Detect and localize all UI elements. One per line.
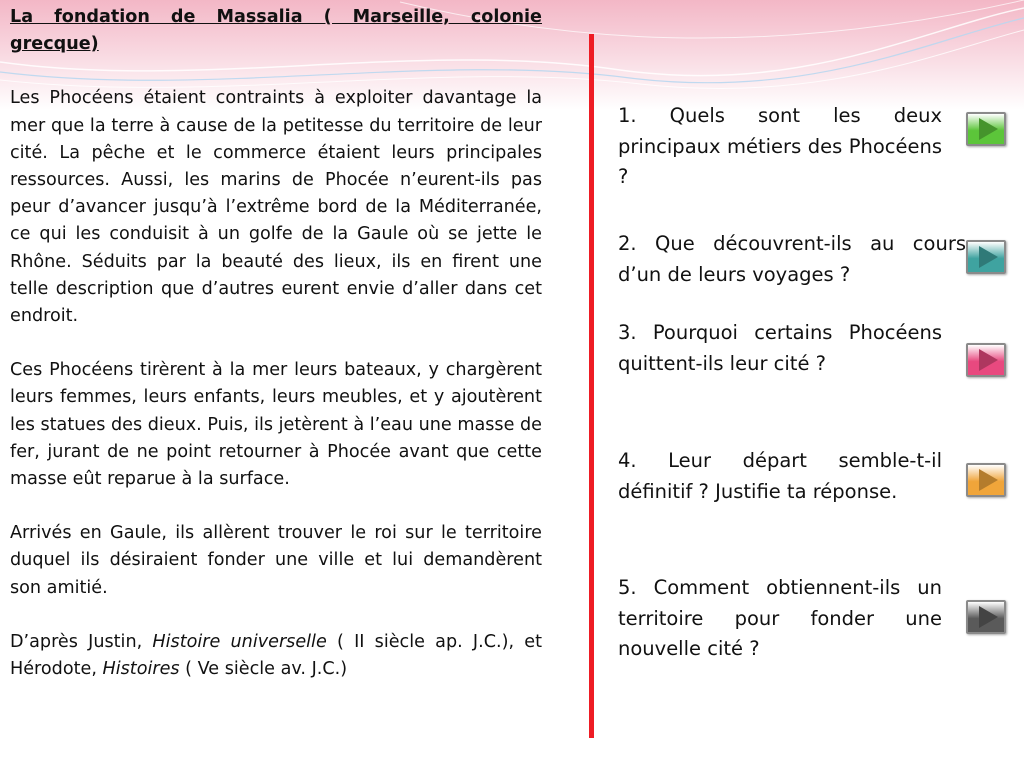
play-icon	[979, 118, 998, 140]
question-3: 3. Pourquoi certains Phocéens quittent-ils leur cité ?	[618, 321, 942, 375]
source-prefix: D’après Justin,	[10, 631, 153, 652]
play-button-5[interactable]	[966, 600, 1006, 634]
play-button-4[interactable]	[966, 463, 1006, 497]
source-work-1: Histoire universelle	[152, 631, 327, 652]
paragraph-3: Arrivés en Gaule, ils allèrent trouver le roi sur le territoire duquel ils désiraient fonder une ville et lui demandèrent son amitié.	[10, 523, 542, 598]
page-title: La fondation de Massalia ( Marseille, colonie grecque)	[10, 7, 542, 55]
play-icon	[979, 246, 998, 268]
text-column	[10, 4, 542, 683]
play-icon	[979, 606, 998, 628]
question-2: 2. Que découvrent-ils au cours d’un de leurs voyages ?	[618, 232, 966, 286]
source-middle: ( II siècle ap. J.C.), et Hérodote,	[10, 631, 542, 680]
paragraph-1: Les Phocéens étaient contraints à exploiter davantage la mer que la terre à cause de la petitesse du territoire de leur cité. La pêche et le commerce étaient leurs principales ressources. Aussi, les marins de Phocée n’eurent-ils pas peur d’avancer jusqu’à l’extrême bord de la Méditerranée, ce qui les conduisit à un golfe de la Gaule où se jette le Rhône. Séduits par la beauté des lieux, ils en firent une telle description que d’autres eurent envie d’aller dans cet endroit.	[10, 88, 542, 327]
question-5: 5. Comment obtiennent-ils un territoire pour fonder une nouvelle cité ?	[618, 576, 942, 660]
source-suffix: ( Ve siècle av. J.C.)	[179, 659, 348, 680]
source-citation	[10, 629, 542, 683]
play-button-2[interactable]	[966, 240, 1006, 274]
question-4: 4. Leur départ semble-t-il définitif ? Justifie ta réponse.	[618, 449, 942, 503]
paragraph-2: Ces Phocéens tirèrent à la mer leurs bateaux, y chargèrent leurs femmes, leurs enfants, leurs meubles, et y ajoutèrent les statues des dieux. Puis, ils jetèrent à l’eau une masse de fer, jurant de ne point retourner à Phocée avant que cette masse eût reparue à la surface.	[10, 360, 542, 490]
red-divider	[589, 34, 594, 738]
play-button-3[interactable]	[966, 343, 1006, 377]
source-work-2: Histoires	[102, 659, 180, 680]
play-button-1[interactable]	[966, 112, 1006, 146]
play-icon	[979, 349, 998, 371]
question-1: 1. Quels sont les deux principaux métiers des Phocéens ?	[618, 104, 942, 188]
play-icon	[979, 469, 998, 491]
